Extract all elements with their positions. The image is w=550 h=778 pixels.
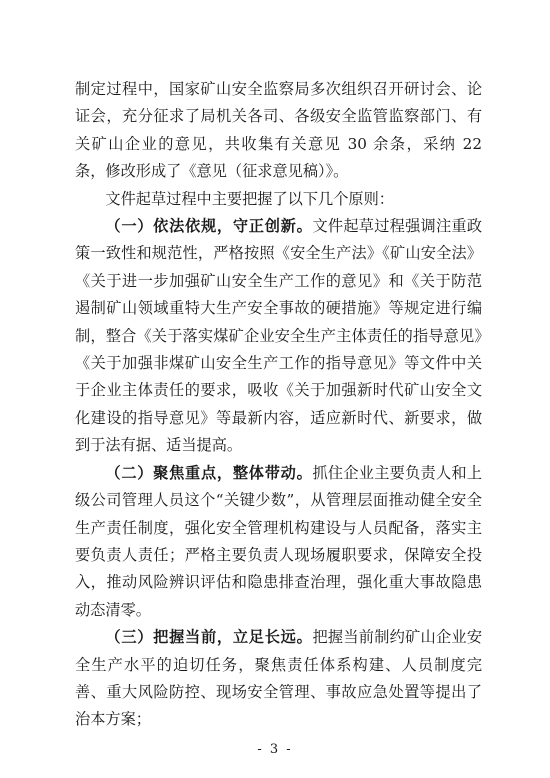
paragraph-text: 制定过程中，国家矿山安全监察局多次组织召开研讨会、论证会，充分征求了局机关各司、各级安全监管监察部门、有关矿山企业的意见，共收集有关意见 30 余条，采纳 22 条，修改形成了《意见（征求意见稿）》。 (75, 80, 482, 181)
page-number: - 3 - (257, 742, 293, 757)
paragraph-text: 把握当前制约矿山企业安全生产水平的迫切任务，聚焦责任体系构建、人员制度完善、重大风险防控、现场安全管理、事故应急处置等提出了治本方案； (75, 628, 483, 729)
document-body (75, 76, 482, 734)
paragraph-text: 文件起草过程中主要把握了以下几个原则： (105, 189, 394, 208)
principle-heading: （三）把握当前，立足长远。 (105, 628, 313, 647)
principle-heading: （一）依法依规，守正创新。 (105, 217, 313, 236)
paragraph-principle-1 (75, 213, 482, 460)
principle-heading: （二）聚焦重点，整体带动。 (105, 463, 313, 482)
paragraph-principle-2 (75, 460, 482, 624)
paragraph-text: 抓住企业主要负责人和上级公司管理人员这个“关键少数”，从管理层面推动健全安全生产责任制度，强化安全管理机构建设与人员配备，落实主要负责人责任；严格主要负责人现场履职要求，保障安全投入，推动风险辨识评估和隐患排查治理，强化重大事故隐患动态清零。 (75, 463, 483, 619)
paragraph-intro (75, 76, 482, 186)
paragraph-principle-3 (75, 624, 482, 734)
paragraph-principles-lead (75, 186, 482, 213)
paragraph-text: 文件起草过程强调注重政策一致性和规范性，严格按照《安全生产法》《矿山安全法》《关于进一步加强矿山安全生产工作的意见》和《关于防范遏制矿山领域重特大生产安全事故的硬措施》等规定进行编制，整合《关于落实煤矿企业安全生产主体责任的指导意见》《关于加强非煤矿山安全生产工作的指导意见》等文件中关于企业主体责任的要求，吸收《关于加强新时代矿山安全文化建设的指导意见》等最新内容，适应新时代、新要求，做到于法有据、适当提高。 (75, 217, 483, 455)
